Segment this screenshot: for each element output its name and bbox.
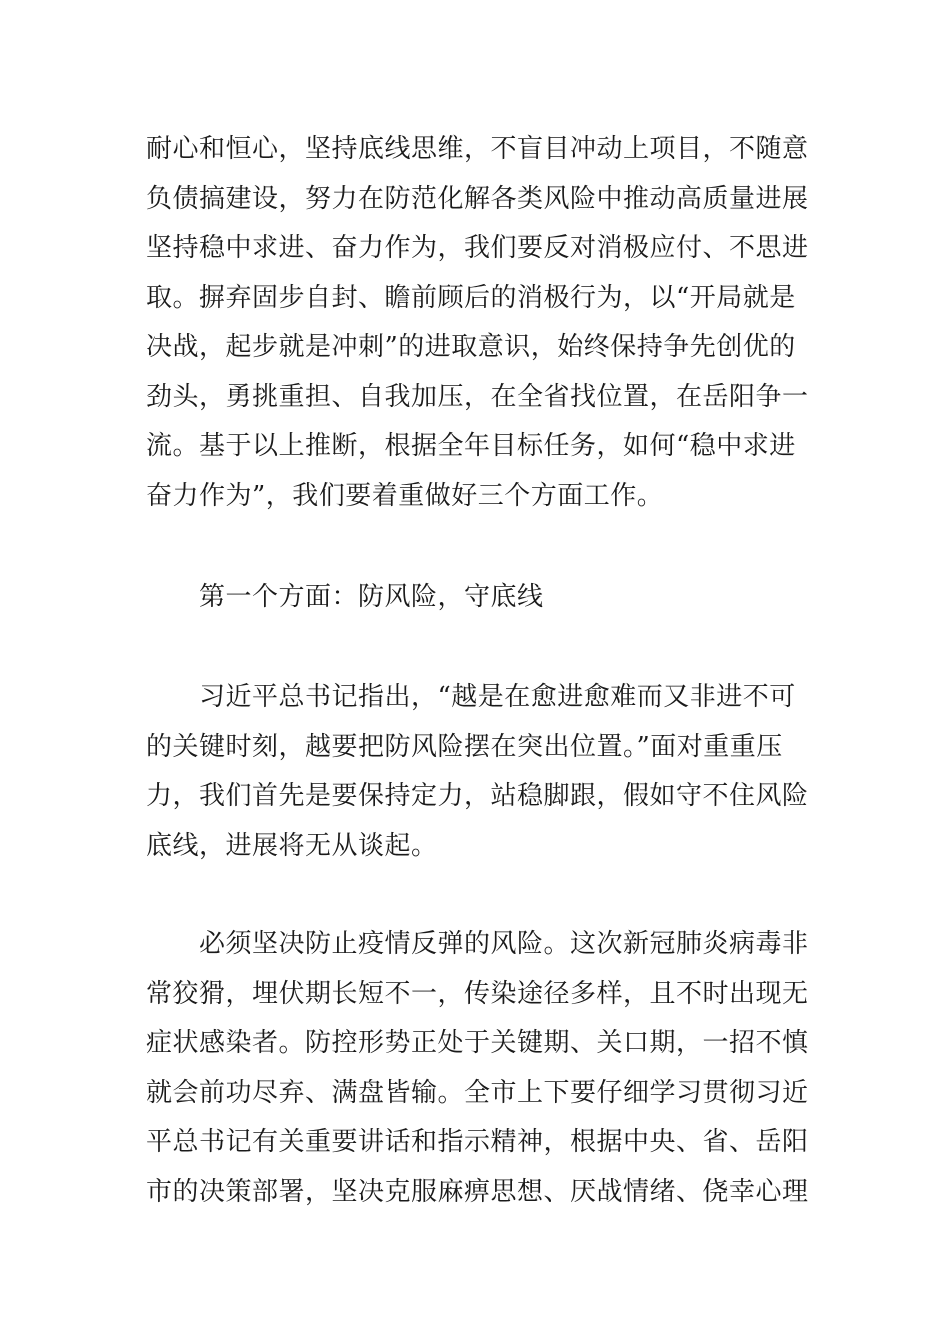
paragraph-1 bbox=[146, 125, 810, 521]
paragraph-line: 常狡猾，埋伏期长短不一，传染途径多样，且不时出现无 bbox=[146, 978, 809, 1009]
paragraph-line: 负债搞建设，努力在防范化解各类风险中推动高质量进展 bbox=[146, 183, 809, 214]
paragraph-line: 取。摒弃固步自封、瞻前顾后的消极行为，以“开局就是 bbox=[146, 282, 796, 313]
paragraph-line: 的关键时刻，越要把防风险摆在突出位置。”面对重重压 bbox=[146, 731, 783, 762]
section-heading-text: 第一个方面：防风险，守底线 bbox=[146, 582, 544, 612]
paragraph-line: 症状感染者。防控形势正处于关键期、关口期，一招不慎 bbox=[146, 1028, 809, 1058]
paragraph-line: 力，我们首先是要保持定力，站稳脚跟，假如守不住风险 bbox=[146, 781, 809, 811]
paragraph-line: 底线，进展将无从谈起。 bbox=[146, 830, 438, 861]
section-heading bbox=[146, 573, 810, 623]
paragraph-3 bbox=[146, 920, 810, 1217]
paragraph-line: 耐心和恒心，坚持底线思维，不盲目冲动上项目，不随意 bbox=[146, 134, 809, 164]
paragraph-line: 决战，起步就是冲刺”的进取意识，始终保持争先创优的 bbox=[146, 332, 796, 362]
paragraph-line: 必须坚决防止疫情反弹的风险。这次新冠肺炎病毒非 bbox=[146, 929, 809, 959]
paragraph-line: 就会前功尽弃、满盘皆输。全市上下要仔细学习贯彻习近 bbox=[146, 1077, 809, 1108]
paragraph-line: 平总书记有关重要讲话和指示精神，根据中央、省、岳阳 bbox=[146, 1127, 809, 1157]
paragraph-line: 习近平总书记指出，“越是在愈进愈难而又非进不可 bbox=[146, 682, 796, 712]
paragraph-line: 奋力作为”，我们要着重做好三个方面工作。 bbox=[146, 480, 664, 511]
paragraph-line: 劲头，勇挑重担、自我加压，在全省找位置，在岳阳争一 bbox=[146, 381, 809, 412]
paragraph-line: 流。基于以上推断，根据全年目标任务，如何“稳中求进 bbox=[146, 431, 796, 461]
paragraph-line: 市的决策部署，坚决克服麻痹思想、厌战情绪、侥幸心理 bbox=[146, 1176, 809, 1207]
paragraph-line: 坚持稳中求进、奋力作为，我们要反对消极应付、不思进 bbox=[146, 233, 809, 263]
paragraph-2 bbox=[146, 673, 810, 871]
